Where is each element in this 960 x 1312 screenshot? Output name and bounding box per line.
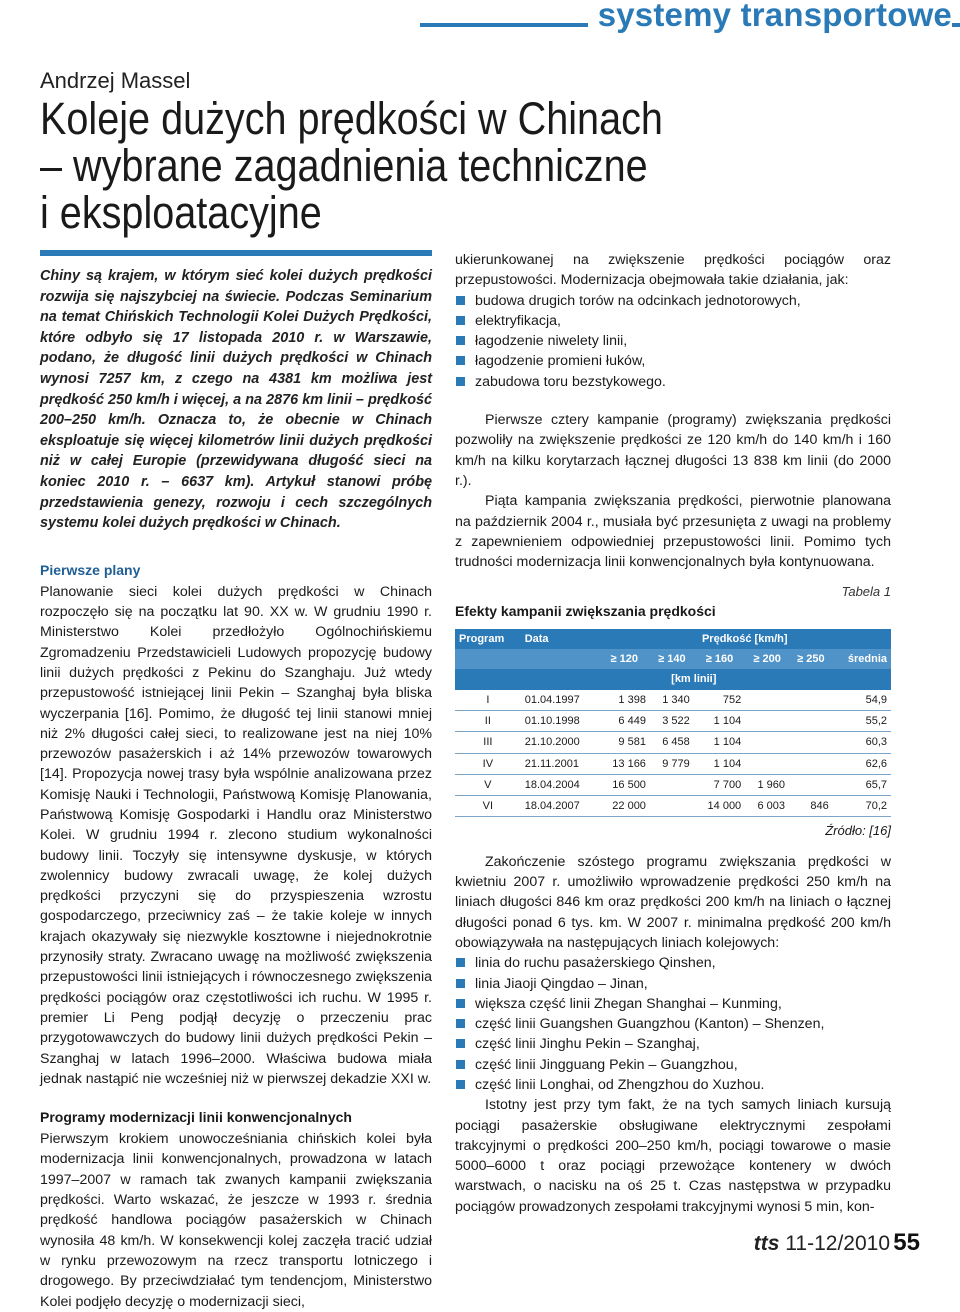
table-cell-v250 <box>789 753 833 774</box>
col-speed: ≥ 120 <box>599 649 650 669</box>
paragraph: Istotny jest przy tym fakt, że na tych samych liniach kursują pociągi pasażerskie obsługiwane elektrycznymi zespołami trakcyjnymi o prędkości 200–250 km/h, pociągi towarowe o masie 5000–6000 t oraz pociągi przewożące kontenery w dwóch warstwach, o nacisku na oś 25 t. Czas następstwa w przypadku pociągów prowadzonych zespołami trakcyjnymi wynosi 5 min, kon- <box>455 1097 891 1215</box>
col-average: średnia <box>833 649 891 669</box>
table-cell-v120: 16 500 <box>599 774 650 795</box>
magazine-logo: tts <box>753 1232 780 1255</box>
table-cell-v200 <box>745 710 789 731</box>
table-cell-program: III <box>455 732 521 753</box>
table-cell-v140: 3 522 <box>650 710 694 731</box>
table-row <box>455 732 891 753</box>
table-row <box>455 710 891 731</box>
lines-list <box>455 953 891 1095</box>
table-cell-v160: 1 104 <box>694 732 745 753</box>
col-date: Data <box>521 629 599 649</box>
section-modernization-text: Pierwszym krokiem unowocześniania chińskich kolei była modernizacja linii konwencjonalnych, prowadzona w latach 1997–2007 w ramach tak zwanych kampanii zwiększania prędkości. Warto wskazać, że jeszcze w 1993 r. średnia prędkość handlowa pociągów pasażerskich w Chinach wynosiła 48 km/h. W konsekwencji kolej zaczęła tracić udział w rynku przewozowym na rzecz transportu lotniczego i drogowego. By przeciwdziałać tym tendencjom, Ministerstwo Kolei podjęło decyzję o modernizacji sieci, <box>40 1131 432 1310</box>
list-item: linia do ruchu pasażerskiego Qinshen, <box>455 953 891 973</box>
table-cell-date: 21.10.2000 <box>521 732 599 753</box>
table-cell-program: IV <box>455 753 521 774</box>
table-cell-v250 <box>789 732 833 753</box>
list-item: łagodzenie promieni łuków, <box>455 351 891 371</box>
paragraph: Zakończenie szóstego programu zwiększania prędkości w kwietniu 2007 r. umożliwiło wprowadzenie prędkości 250 km/h na liniach długości 846 km oraz prędkości 200 km/h na liniach o łącznej długości ponad 6 tys. km. W 2007 r. minimalna prędkość 200 km/h obowiązywała na następujących liniach kolejowych: <box>455 853 891 951</box>
table-row <box>455 796 891 817</box>
col-speed: ≥ 160 <box>694 649 745 669</box>
col-speed: ≥ 200 <box>745 649 789 669</box>
title-line: – wybrane zagadnienia techniczne <box>40 140 648 191</box>
table-cell-v200 <box>745 753 789 774</box>
table-cell-v160: 1 104 <box>694 710 745 731</box>
table-cell-v200 <box>745 732 789 753</box>
table-cell-date: 18.04.2004 <box>521 774 599 795</box>
col-speed: ≥ 140 <box>650 649 694 669</box>
title-line: Koleje dużych prędkości w Chinach <box>40 93 663 144</box>
modernization-list <box>455 291 891 392</box>
table-cell-v200: 6 003 <box>745 796 789 817</box>
speed-campaign-table <box>455 629 891 818</box>
list-item: linia Jiaoji Qingdao – Jinan, <box>455 974 891 994</box>
lead-rule <box>40 250 432 256</box>
table-label: Tabela 1 <box>841 584 891 600</box>
table-cell-v160: 752 <box>694 690 745 711</box>
table-cell-avg: 62,6 <box>833 753 891 774</box>
table-cell-v140: 9 779 <box>650 753 694 774</box>
table-cell-v250: 846 <box>789 796 833 817</box>
table-cell-v250 <box>789 710 833 731</box>
table-cell-program: V <box>455 774 521 795</box>
paragraph: Pierwsze cztery kampanie (programy) zwiększania prędkości pozwoliły na zwiększenie prędkości ze 120 km/h do 140 km/h i 160 km/h na kilku korytarzach łącznej długości 13 838 km linii (do 2000 r.). <box>455 412 891 489</box>
list-item: część linii Jinghu Pekin – Szanghaj, <box>455 1034 891 1054</box>
section-header <box>420 0 960 33</box>
table-source: Źródło: [16] <box>825 823 891 839</box>
table-cell-date: 01.04.1997 <box>521 690 599 711</box>
section-heading-modernization: Programy modernizacji linii konwencjonalnych <box>40 1109 352 1126</box>
table-body <box>455 690 891 817</box>
list-item: zabudowa toru bezstykowego. <box>455 372 891 392</box>
list-item: część linii Jingguang Pekin – Guangzhou, <box>455 1055 891 1075</box>
page-number: 55 <box>893 1229 920 1256</box>
col-program: Program <box>455 629 521 649</box>
table-row <box>455 774 891 795</box>
table-cell-date: 18.04.2007 <box>521 796 599 817</box>
table-header-row <box>455 649 891 669</box>
table-cell-v120: 13 166 <box>599 753 650 774</box>
table-cell-v160: 14 000 <box>694 796 745 817</box>
table-cell-v140: 1 340 <box>650 690 694 711</box>
table-cell-v250 <box>789 690 833 711</box>
table-header-row <box>455 629 891 649</box>
col-speed: ≥ 250 <box>789 649 833 669</box>
table-cell-v120: 6 449 <box>599 710 650 731</box>
table-cell-v250 <box>789 774 833 795</box>
table-cell-v200 <box>745 690 789 711</box>
left-column <box>40 250 432 1312</box>
col-speed-group: Prędkość [km/h] <box>599 629 891 649</box>
title-line: i eksploatacyjne <box>40 187 322 238</box>
footer-issue <box>754 1232 890 1256</box>
paragraph: Piąta kampania zwiększania prędkości, pierwotnie planowana na październik 2004 r., musiała być przesunięta z uwagi na problemy z zapewnieniem odpowiedniej przepustowości linii. Pomimo tych trudności modernizacja linii konwencjonalnych była kontynuowana. <box>455 493 891 571</box>
list-item: większa część linii Zhegan Shanghai – Kunming, <box>455 994 891 1014</box>
article-author: Andrzej Massel <box>40 68 191 93</box>
col-unit: [km linii] <box>599 669 790 689</box>
table-cell-avg: 54,9 <box>833 690 891 711</box>
list-item: część linii Guangshen Guangzhou (Kanton) – Shenzen, <box>455 1014 891 1034</box>
table-row <box>455 753 891 774</box>
table-cell-v160: 7 700 <box>694 774 745 795</box>
table-cell-avg: 70,2 <box>833 796 891 817</box>
article-title <box>40 95 709 236</box>
table-title: Efekty kampanii zwiększania prędkości <box>455 602 716 619</box>
table-cell-program: VI <box>455 796 521 817</box>
table-cell-date: 01.10.1998 <box>521 710 599 731</box>
list-item: elektryfikacja, <box>455 311 891 331</box>
list-item: część linii Longhai, od Zhengzhou do Xuzhou. <box>455 1075 891 1095</box>
right-intro: ukierunkowanej na zwiększenie prędkości pociągów oraz przepustowości. Modernizacja obejmowała takie działania, jak: <box>455 252 891 289</box>
table-row <box>455 690 891 711</box>
article-lead: Chiny są krajem, w którym sieć kolei dużych prędkości rozwija się najszybciej na świecie. Podczas Seminarium na temat Chińskich Technologii Kolei Dużych Prędkości, które odbyło się 17 listopada 2010 r. w Warszawie, podano, że długość linii dużych prędkości w Chinach wynosi 7257 km, z czego na 4381 km możliwa jest prędkość 250 km/h i więcej, a na 2876 km linii – prędkość 200–250 km/h. Oznacza to, że obecnie w Chinach eksploatuje się więcej kilometrów linii dużych prędkości niż w całej Europie (przewidywana długość sieci na koniec 2010 r. – 6637 km). Artykuł stanowi próbę przedstawienia genezy, rozwoju i cech szczególnych systemu kolei dużych prędkości w Chinach. <box>40 268 432 532</box>
list-item: budowa drugich torów na odcinkach jednotorowych, <box>455 291 891 311</box>
right-column <box>455 250 891 1217</box>
table-header-row <box>455 669 891 689</box>
table-cell-avg: 55,2 <box>833 710 891 731</box>
table-cell-v120: 1 398 <box>599 690 650 711</box>
section-title: systemy transportowe <box>588 0 952 34</box>
table-cell-v160: 1 104 <box>694 753 745 774</box>
table-cell-v200: 1 960 <box>745 774 789 795</box>
table-cell-v120: 9 581 <box>599 732 650 753</box>
table-cell-avg: 65,7 <box>833 774 891 795</box>
table-cell-v140 <box>650 774 694 795</box>
section-heading-first-plans: Pierwsze plany <box>40 561 141 578</box>
table-cell-v120: 22 000 <box>599 796 650 817</box>
table-cell-date: 21.11.2001 <box>521 753 599 774</box>
issue-number: 11-12/2010 <box>785 1232 890 1255</box>
table-cell-program: II <box>455 710 521 731</box>
list-item: łagodzenie niwelety linii, <box>455 331 891 351</box>
table-cell-v140: 6 458 <box>650 732 694 753</box>
table-cell-avg: 60,3 <box>833 732 891 753</box>
section-first-plans-text: Planowanie sieci kolei dużych prędkości w Chinach rozpoczęło się na początku lat 90. XX w. W grudniu 1990 r. Ministerstwo Kolei przedłożyło Ogólnochińskiemu Zgromadzeniu Przedstawicieli Ludowych propozycję budowy linii dużych prędkości z Pekinu do Szanghaju. Już wtedy przepustowość istniejącej linii Pekin – Szanghaj była bliska wyczerpania [16]. Pomimo, że długość tej linii stanowi mniej niż 2% długości całej sieci, to realizowane jest na niej 10% przewozów pasażerskich i aż 14% przewozów towarowych [14]. Propozycja nowej trasy była wspólnie analizowana przez Komisję Nauki i Technologii, Państwową Komisję Planowania, Państwową Komisję Gospodarki i Handlu oraz Ministerstwo Kolei. W grudniu 1994 r. zlecono studium wykonalności budowy linii. Toczyły się intensywne dyskusje, w których zwolennicy budowy zwracali uwagę, że kolej dużych prędkości przyczyni się do przyspieszenia wzrostu gospodarczego, przeciwnicy zaś – że takie koleje w innych krajach okazywały się niezwykle kosztowne i niejednokrotnie przynosiły straty. Zwracano uwagę na możliwość zwiększenia przepustowości linii istniejących i równoczesnego zwiększenia prędkości pociągów oraz częstotliwości ich ruchu. W 1995 r. premier Li Peng podjął decyzję o przeczeniu prac przygotowawczych do budowy linii dużych prędkości Pekin – Szanghaj w latach 1996–2000. Właściwa budowa miała jednak nastąpić nie wcześniej niż w pierwszej dekadzie XXI w. <box>40 583 432 1087</box>
table-cell-v140 <box>650 796 694 817</box>
table-cell-program: I <box>455 690 521 711</box>
